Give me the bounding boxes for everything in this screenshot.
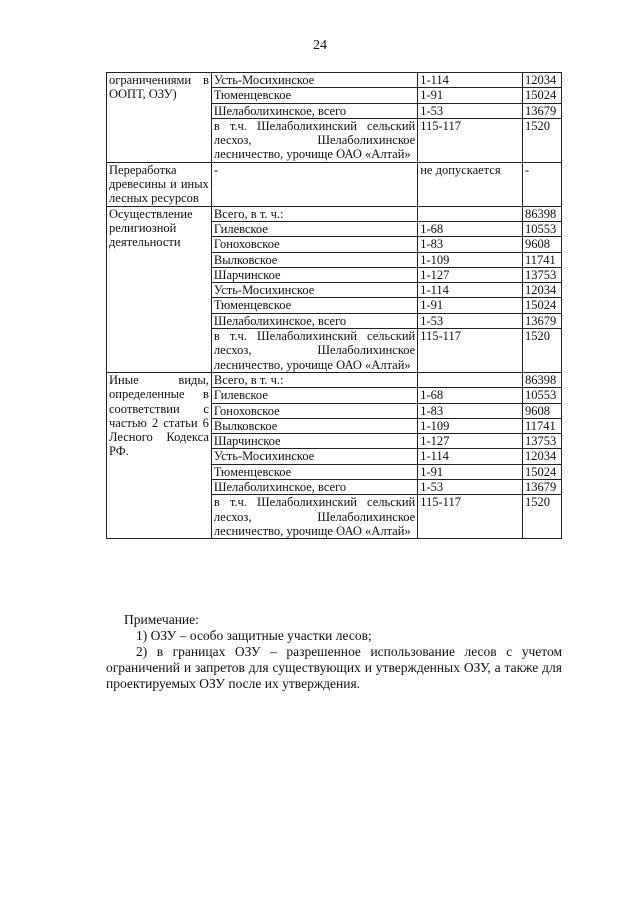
quarters-cell [418, 372, 523, 387]
page-number: 24 [313, 38, 327, 53]
area-cell: 9608 [523, 403, 562, 418]
name-cell: Вылковское [211, 418, 417, 433]
area-cell: 13679 [523, 103, 562, 118]
quarters-cell: 1-91 [418, 298, 523, 313]
area-cell: 11741 [523, 418, 562, 433]
name-cell: Шелаболихинское, всего [211, 313, 417, 328]
name-cell: в т.ч. Шелаболихинский сельский лесхоз, Шелаболихинское лесничество, урочище ОАО «Алтай» [211, 329, 417, 373]
activity-cell [107, 73, 212, 163]
notes-block [106, 612, 562, 692]
activity-line: Иные виды, [109, 372, 209, 387]
quarters-cell: 115-117 [418, 495, 523, 539]
area-cell: 13679 [523, 313, 562, 328]
name-cell: в т.ч. Шелаболихинский сельский лесхоз, Шелаболихинское лесничество, урочище ОАО «Алтай» [211, 118, 417, 162]
activity-line: РФ. [109, 444, 129, 459]
table-row [107, 206, 562, 221]
area-cell: 15024 [523, 88, 562, 103]
quarters-cell: 1-68 [418, 388, 523, 403]
area-cell: 15024 [523, 464, 562, 479]
area-cell: 10553 [523, 221, 562, 236]
activity-line: соответствии с [109, 401, 209, 416]
activity-line: частью 2 статьи 6 [109, 415, 209, 430]
activity-line: Осуществление [109, 206, 193, 221]
name-cell: Вылковское [211, 252, 417, 267]
activity-cell [107, 372, 212, 538]
name-cell: Усть-Мосихинское [211, 449, 417, 464]
name-cell: Всего, в т. ч.: [211, 206, 417, 221]
table-row [107, 73, 562, 88]
activity-cell [107, 162, 212, 206]
area-cell: 10553 [523, 388, 562, 403]
quarters-cell: 1-114 [418, 449, 523, 464]
quarters-cell [418, 206, 523, 221]
activity-line: определенные в [109, 387, 209, 402]
quarters-cell: 1-114 [418, 283, 523, 298]
note-item-1: 1) ОЗУ – особо защитные участки лесов; [136, 628, 372, 643]
quarters-cell: 1-83 [418, 403, 523, 418]
name-cell: Шелаболихинское, всего [211, 480, 417, 495]
quarters-cell: 1-53 [418, 313, 523, 328]
area-cell: 13753 [523, 434, 562, 449]
note-item-2: 2) в границах ОЗУ – разрешенное использование лесов с учетом ограничений и запретов для существующих и утвержденных ОЗУ, а также для проектируемых ОЗУ после их утверждения. [106, 644, 562, 691]
quarters-cell: 115-117 [418, 118, 523, 162]
activity-line: Переработка [109, 162, 177, 177]
name-cell: Шелаболихинское, всего [211, 103, 417, 118]
quarters-cell: 1-109 [418, 252, 523, 267]
area-cell: 86398 [523, 372, 562, 387]
notes-title: Примечание: [124, 612, 199, 627]
name-cell: Усть-Мосихинское [211, 73, 417, 88]
activity-line: деятельности [109, 235, 181, 250]
name-cell: Гоноховское [211, 403, 417, 418]
area-cell: 12034 [523, 283, 562, 298]
quarters-cell: 1-127 [418, 267, 523, 282]
activity-line: лесных ресурсов [109, 191, 199, 206]
quarters-cell: 1-91 [418, 88, 523, 103]
area-cell: 15024 [523, 298, 562, 313]
activity-line: религиозной [109, 220, 177, 235]
quarters-cell: 1-127 [418, 434, 523, 449]
activity-cell [107, 206, 212, 372]
area-cell: - [523, 162, 562, 206]
name-cell: - [211, 162, 417, 206]
name-cell: Гилевское [211, 388, 417, 403]
quarters-cell: 1-109 [418, 418, 523, 433]
quarters-cell: 1-53 [418, 103, 523, 118]
table-row [107, 372, 562, 387]
activity-line: ООПТ, ОЗУ) [109, 87, 177, 102]
table-row [107, 162, 562, 206]
name-cell: Гилевское [211, 221, 417, 236]
name-cell: Всего, в т. ч.: [211, 372, 417, 387]
name-cell: Тюменцевское [211, 88, 417, 103]
area-cell: 86398 [523, 206, 562, 221]
area-cell: 12034 [523, 73, 562, 88]
name-cell: Гоноховское [211, 237, 417, 252]
name-cell: Шарчинское [211, 434, 417, 449]
name-cell: Шарчинское [211, 267, 417, 282]
area-cell: 1520 [523, 118, 562, 162]
quarters-cell: 115-117 [418, 329, 523, 373]
activity-line: древесины и иных [109, 177, 209, 192]
quarters-cell: не допускается [418, 162, 523, 206]
area-cell: 13679 [523, 480, 562, 495]
quarters-cell: 1-53 [418, 480, 523, 495]
activity-line: Лесного Кодекса [109, 430, 209, 445]
quarters-cell: 1-91 [418, 464, 523, 479]
area-cell: 13753 [523, 267, 562, 282]
quarters-cell: 1-68 [418, 221, 523, 236]
area-cell: 1520 [523, 495, 562, 539]
name-cell: Усть-Мосихинское [211, 283, 417, 298]
name-cell: Тюменцевское [211, 298, 417, 313]
area-cell: 9608 [523, 237, 562, 252]
area-cell: 11741 [523, 252, 562, 267]
area-cell: 12034 [523, 449, 562, 464]
quarters-cell: 1-83 [418, 237, 523, 252]
activity-line: ограничениями в [109, 73, 209, 87]
name-cell: в т.ч. Шелаболихинский сельский лесхоз, Шелаболихинское лесничество, урочище ОАО «Алтай» [211, 495, 417, 539]
name-cell: Тюменцевское [211, 464, 417, 479]
area-cell: 1520 [523, 329, 562, 373]
land-use-table [106, 72, 562, 539]
quarters-cell: 1-114 [418, 73, 523, 88]
